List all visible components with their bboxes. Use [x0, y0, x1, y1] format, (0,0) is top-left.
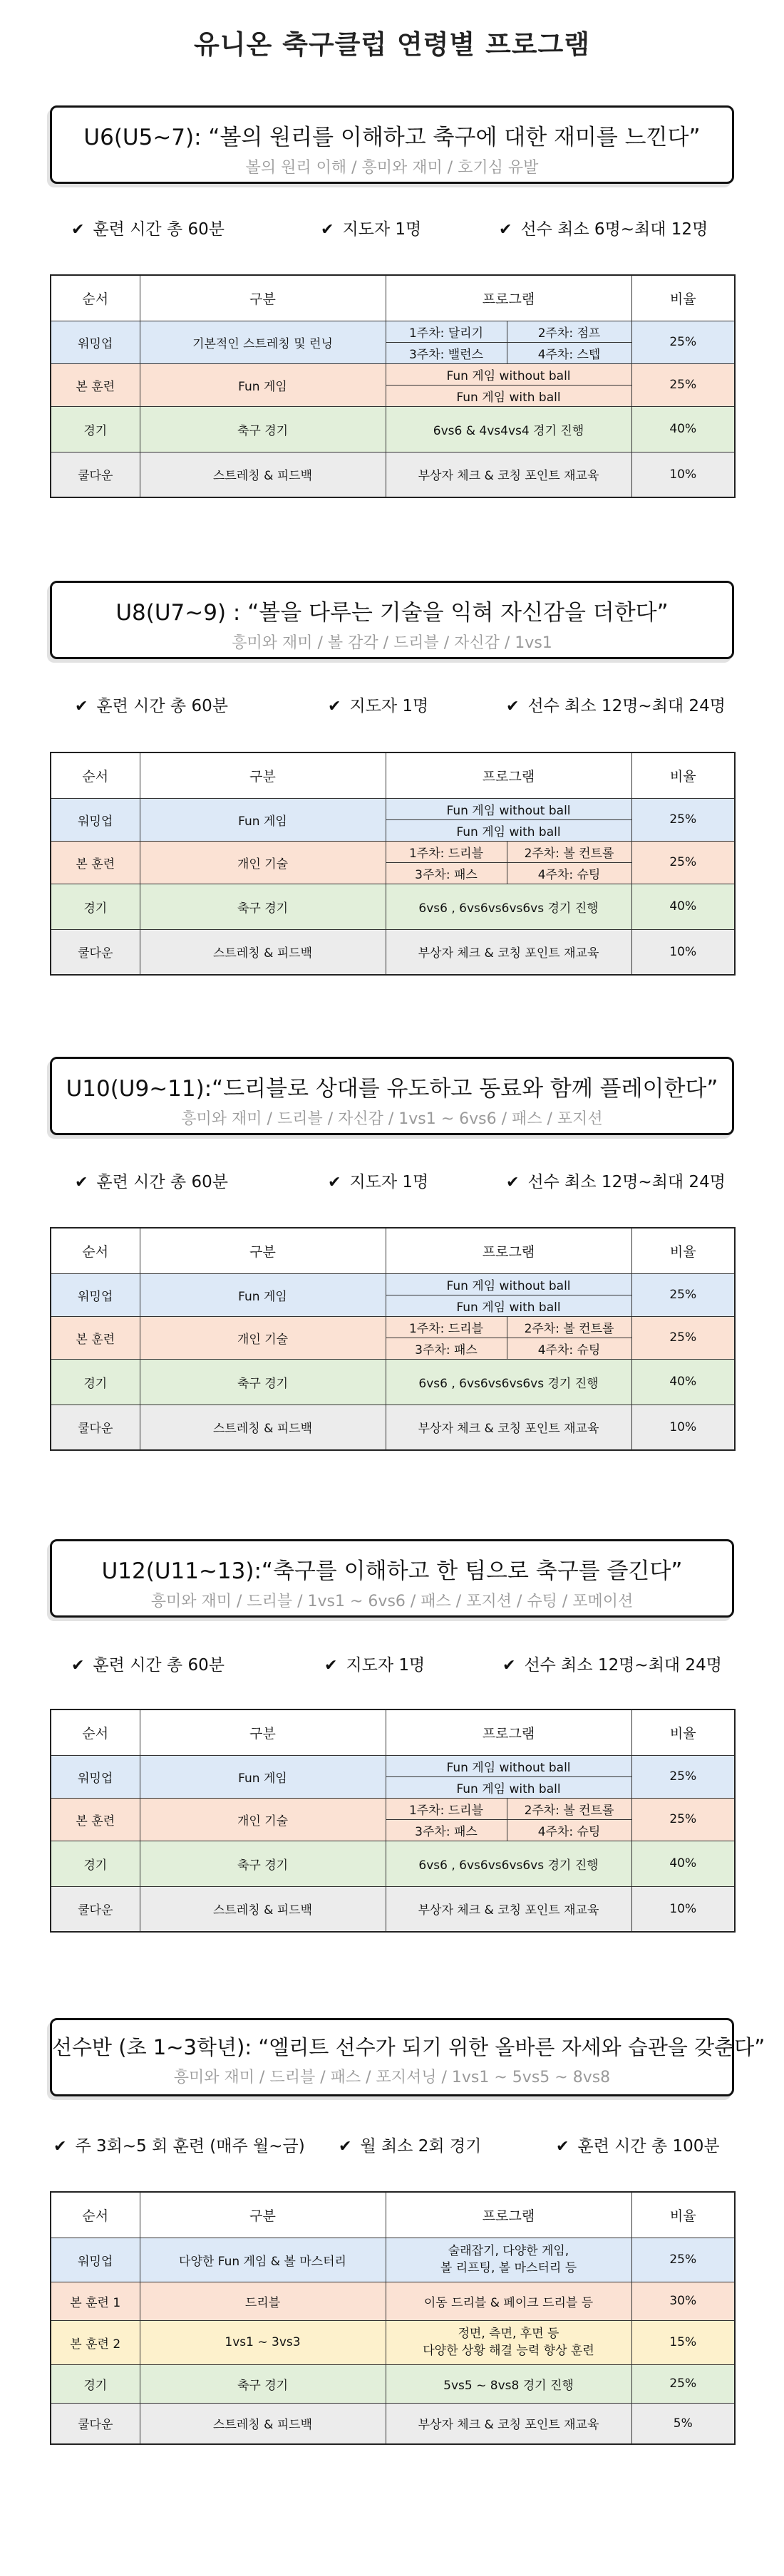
cell-order: 경기 [51, 884, 140, 929]
section-header [50, 1057, 734, 1135]
table-header-row [51, 1709, 735, 1755]
info-training-time: ✔ 훈련 시간 총 60분 [75, 1173, 228, 1191]
cell-ratio: 10% [631, 452, 735, 497]
cell-ratio: 40% [631, 1841, 735, 1886]
cell-category: 기본적인 스트레칭 및 런닝 [140, 321, 386, 363]
check-icon: ✔ [71, 1657, 85, 1675]
check-icon: ✔ [71, 221, 85, 239]
cell-category: Fun 게임 [140, 363, 386, 406]
cell-ratio: 25% [631, 363, 735, 406]
cell-program: 부상자 체크 & 코칭 포인트 재교육 [386, 929, 631, 975]
cell-ratio: 15% [631, 2320, 735, 2364]
cell-ratio: 25% [631, 1755, 735, 1798]
program-table [50, 752, 736, 976]
cell-program [386, 2238, 631, 2282]
table-row-warmup [51, 321, 735, 342]
cell-week-3: 3주차: 패스 [386, 862, 507, 884]
table-header-row [51, 1228, 735, 1273]
cell-week-3: 3주차: 패스 [386, 1819, 507, 1841]
info-training-frequency: ✔ 주 3회~5 회 훈련 (매주 월~금) [53, 2137, 305, 2156]
check-icon: ✔ [75, 1174, 88, 1191]
header-order: 순서 [51, 1228, 140, 1273]
cell-ratio: 40% [631, 884, 735, 929]
cell-week-1: 1주차: 달리기 [386, 321, 507, 342]
program-table [50, 2191, 736, 2445]
cell-week-4: 4주차: 슈팅 [507, 862, 631, 884]
cell-program-2: Fun 게임 with ball [386, 1295, 631, 1316]
cell-category: 개인 기술 [140, 1316, 386, 1359]
cell-program: 5vs5 ~ 8vs8 경기 진행 [386, 2364, 631, 2403]
table-row-warmup [51, 798, 735, 819]
cell-program-2: Fun 게임 with ball [386, 1776, 631, 1798]
cell-category: Fun 게임 [140, 1273, 386, 1316]
table-row-main-2 [51, 2320, 735, 2364]
section-subtitle: 흥미와 재미 / 드리블 / 1vs1 ~ 6vs6 / 패스 / 포지션 / 슈팅 / 포메이션 [150, 1593, 634, 1610]
section-header [50, 2018, 765, 2096]
cell-program-2: Fun 게임 with ball [386, 385, 631, 406]
table-row-cooldown [51, 1405, 735, 1450]
section-title: U8(U7~9) : “볼을 다루는 기술을 익혀 자신감을 더한다” [115, 600, 669, 626]
section-subtitle: 흥미와 재미 / 볼 감각 / 드리블 / 자신감 / 1vs1 [232, 634, 552, 652]
cell-week-1: 1주차: 드리블 [386, 841, 507, 862]
table-row-warmup [51, 1755, 735, 1776]
section-title: 선수반 (초 1~3학년): “엘리트 선수가 되기 위한 올바른 자세와 습관을 갖춘다” [52, 2035, 765, 2059]
header-ratio: 비율 [631, 275, 735, 321]
cell-week-3: 3주차: 밸런스 [386, 342, 507, 363]
cell-week-4: 4주차: 슈팅 [507, 1338, 631, 1359]
cell-week-4: 4주차: 스텝 [507, 342, 631, 363]
cell-program: 6vs6 & 4vs4vs4 경기 진행 [386, 406, 631, 452]
header-category: 구분 [140, 752, 386, 798]
header-category: 구분 [140, 1228, 386, 1273]
info-players: ✔ 선수 최소 12명~최대 24명 [506, 1173, 726, 1191]
header-ratio: 비율 [631, 752, 735, 798]
cell-ratio: 30% [631, 2282, 735, 2320]
section-header [50, 1539, 734, 1618]
cell-category: 1vs1 ~ 3vs3 [140, 2320, 386, 2364]
cell-program-2: Fun 게임 with ball [386, 819, 631, 841]
header-category: 구분 [140, 275, 386, 321]
check-icon: ✔ [75, 698, 88, 715]
info-coach: ✔ 지도자 1명 [328, 1173, 429, 1191]
check-icon: ✔ [339, 2138, 352, 2156]
cell-program: 부상자 체크 & 코칭 포인트 재교육 [386, 2403, 631, 2444]
check-icon: ✔ [556, 2138, 569, 2156]
info-players: ✔ 선수 최소 12명~최대 24명 [502, 1656, 722, 1675]
cell-program: 부상자 체크 & 코칭 포인트 재교육 [386, 1886, 631, 1932]
cell-order: 본 훈련 2 [51, 2320, 140, 2364]
check-icon: ✔ [321, 221, 334, 239]
cell-order: 경기 [51, 2364, 140, 2403]
cell-order: 워밍업 [51, 2238, 140, 2282]
check-icon: ✔ [506, 698, 520, 715]
cell-order: 쿨다운 [51, 929, 140, 975]
cell-ratio: 25% [631, 2364, 735, 2403]
header-program: 프로그램 [386, 1709, 631, 1755]
header-category: 구분 [140, 1709, 386, 1755]
cell-week-3: 3주차: 패스 [386, 1338, 507, 1359]
table-row-main [51, 363, 735, 385]
cell-order: 본 훈련 [51, 841, 140, 884]
section-title: U12(U11~13):“축구를 이해하고 한 팀으로 축구를 즐긴다” [101, 1558, 683, 1584]
info-players: ✔ 선수 최소 12명~최대 24명 [506, 697, 726, 715]
cell-order: 쿨다운 [51, 452, 140, 497]
header-order: 순서 [51, 1709, 140, 1755]
table-row-warmup [51, 1273, 735, 1295]
info-row [0, 1169, 784, 1190]
program-table [50, 1227, 736, 1451]
cell-week-2: 2주차: 볼 컨트롤 [507, 841, 631, 862]
info-row [0, 693, 784, 714]
info-players: ✔ 선수 최소 6명~최대 12명 [499, 220, 708, 239]
cell-ratio: 40% [631, 406, 735, 452]
table-row-main [51, 841, 735, 862]
cell-category: 드리블 [140, 2282, 386, 2320]
header-ratio: 비율 [631, 1228, 735, 1273]
cell-week-1: 1주차: 드리블 [386, 1798, 507, 1819]
info-matches: ✔ 월 최소 2회 경기 [339, 2137, 482, 2156]
cell-program: 부상자 체크 & 코칭 포인트 재교육 [386, 1405, 631, 1450]
section-header [50, 581, 734, 659]
header-order: 순서 [51, 752, 140, 798]
section-subtitle: 볼의 원리 이해 / 흥미와 재미 / 호기심 유발 [245, 159, 539, 177]
header-order: 순서 [51, 275, 140, 321]
cell-ratio: 25% [631, 1273, 735, 1316]
info-row [0, 2133, 784, 2154]
cell-program-line-2: 다양한 상황 해결 능력 향상 훈련 [423, 2344, 594, 2358]
cell-category: 스트레칭 & 피드백 [140, 1886, 386, 1932]
header-program: 프로그램 [386, 2192, 631, 2238]
cell-program: 6vs6 , 6vs6vs6vs6vs 경기 진행 [386, 1841, 631, 1886]
cell-program-1: Fun 게임 without ball [386, 1273, 631, 1295]
header-category: 구분 [140, 2192, 386, 2238]
table-row-game [51, 1359, 735, 1405]
cell-category: 스트레칭 & 피드백 [140, 929, 386, 975]
cell-order: 경기 [51, 1841, 140, 1886]
check-icon: ✔ [324, 1657, 338, 1675]
header-order: 순서 [51, 2192, 140, 2238]
info-training-time: ✔ 훈련 시간 총 60분 [71, 1656, 225, 1675]
table-row-game [51, 884, 735, 929]
table-row-cooldown [51, 2403, 735, 2444]
cell-category: 스트레칭 & 피드백 [140, 2403, 386, 2444]
cell-week-4: 4주차: 슈팅 [507, 1819, 631, 1841]
table-header-row [51, 2192, 735, 2238]
check-icon: ✔ [53, 2138, 67, 2156]
cell-category: 다양한 Fun 게임 & 볼 마스터리 [140, 2238, 386, 2282]
cell-order: 워밍업 [51, 798, 140, 841]
cell-program: 이동 드리블 & 페이크 드리블 등 [386, 2282, 631, 2320]
table-row-game [51, 406, 735, 452]
cell-week-2: 2주차: 볼 컨트롤 [507, 1316, 631, 1338]
info-row [0, 1652, 784, 1673]
cell-week-1: 1주차: 드리블 [386, 1316, 507, 1338]
cell-order: 워밍업 [51, 321, 140, 363]
info-training-time: ✔ 훈련 시간 총 60분 [75, 697, 228, 715]
header-ratio: 비율 [631, 1709, 735, 1755]
cell-category: 축구 경기 [140, 1841, 386, 1886]
page-title: 유니온 축구클럽 연령별 프로그램 [193, 29, 591, 60]
table-row-game [51, 1841, 735, 1886]
info-row [0, 216, 784, 237]
check-icon: ✔ [328, 1174, 341, 1191]
cell-program-1: Fun 게임 without ball [386, 1755, 631, 1776]
cell-order: 본 훈련 [51, 363, 140, 406]
cell-program-line-1: 술래잡기, 다양한 게임, [448, 2244, 569, 2258]
cell-category: Fun 게임 [140, 1755, 386, 1798]
check-icon: ✔ [502, 1657, 516, 1675]
header-program: 프로그램 [386, 1228, 631, 1273]
header-ratio: 비율 [631, 2192, 735, 2238]
check-icon: ✔ [506, 1174, 520, 1191]
cell-order: 본 훈련 [51, 1316, 140, 1359]
cell-ratio: 10% [631, 1886, 735, 1932]
cell-order: 쿨다운 [51, 1886, 140, 1932]
cell-order: 본 훈련 1 [51, 2282, 140, 2320]
cell-program-1: Fun 게임 without ball [386, 363, 631, 385]
cell-ratio: 10% [631, 929, 735, 975]
cell-week-2: 2주차: 볼 컨트롤 [507, 1798, 631, 1819]
cell-program: 6vs6 , 6vs6vs6vs6vs 경기 진행 [386, 884, 631, 929]
section-header [50, 105, 734, 184]
check-icon: ✔ [328, 698, 341, 715]
cell-category: 스트레칭 & 피드백 [140, 452, 386, 497]
header-program: 프로그램 [386, 752, 631, 798]
cell-category: 축구 경기 [140, 1359, 386, 1405]
table-row-main-1 [51, 2282, 735, 2320]
cell-program: 6vs6 , 6vs6vs6vs6vs 경기 진행 [386, 1359, 631, 1405]
cell-week-2: 2주차: 점프 [507, 321, 631, 342]
table-row-game [51, 2364, 735, 2403]
cell-ratio: 25% [631, 841, 735, 884]
cell-ratio: 25% [631, 798, 735, 841]
table-header-row [51, 275, 735, 321]
cell-order: 워밍업 [51, 1755, 140, 1798]
section-subtitle: 흥미와 재미 / 드리블 / 패스 / 포지셔닝 / 1vs1 ~ 5vs5 ~ 8vs8 [173, 2069, 611, 2086]
cell-ratio: 25% [631, 1798, 735, 1841]
cell-order: 본 훈련 [51, 1798, 140, 1841]
section-subtitle: 흥미와 재미 / 드리블 / 자신감 / 1vs1 ~ 6vs6 / 패스 / 포지션 [181, 1110, 603, 1128]
cell-order: 경기 [51, 406, 140, 452]
info-training-time: ✔ 훈련 시간 총 60분 [71, 220, 225, 239]
section-title: U6(U5~7): “볼의 원리를 이해하고 축구에 대한 재미를 느낀다” [83, 125, 701, 150]
section-title: U10(U9~11):“드리블로 상대를 유도하고 동료와 함께 플레이한다” [66, 1076, 718, 1102]
cell-category: 축구 경기 [140, 406, 386, 452]
cell-program-1: Fun 게임 without ball [386, 798, 631, 819]
cell-program: 부상자 체크 & 코칭 포인트 재교육 [386, 452, 631, 497]
cell-ratio: 5% [631, 2403, 735, 2444]
table-row-cooldown [51, 1886, 735, 1932]
cell-ratio: 25% [631, 321, 735, 363]
info-training-time: ✔ 훈련 시간 총 100분 [556, 2137, 720, 2156]
cell-category: 개인 기술 [140, 841, 386, 884]
info-coach: ✔ 지도자 1명 [321, 220, 422, 239]
info-coach: ✔ 지도자 1명 [324, 1656, 425, 1675]
cell-ratio: 25% [631, 2238, 735, 2282]
table-header-row [51, 752, 735, 798]
cell-ratio: 40% [631, 1359, 735, 1405]
cell-ratio: 25% [631, 1316, 735, 1359]
table-row-warmup [51, 2238, 735, 2282]
table-row-main [51, 1316, 735, 1338]
cell-ratio: 10% [631, 1405, 735, 1450]
cell-order: 쿨다운 [51, 1405, 140, 1450]
cell-program [386, 2320, 631, 2364]
table-row-cooldown [51, 452, 735, 497]
cell-order: 쿨다운 [51, 2403, 140, 2444]
cell-program-line-2: 볼 리프팅, 볼 마스터리 등 [440, 2261, 577, 2275]
cell-order: 경기 [51, 1359, 140, 1405]
program-table [50, 274, 736, 498]
cell-category: 스트레칭 & 피드백 [140, 1405, 386, 1450]
info-coach: ✔ 지도자 1명 [328, 697, 429, 715]
table-row-main [51, 1798, 735, 1819]
cell-category: 축구 경기 [140, 2364, 386, 2403]
cell-order: 워밍업 [51, 1273, 140, 1316]
header-program: 프로그램 [386, 275, 631, 321]
cell-category: 축구 경기 [140, 884, 386, 929]
cell-program-line-1: 정면, 측면, 후면 등 [458, 2327, 559, 2341]
cell-category: 개인 기술 [140, 1798, 386, 1841]
check-icon: ✔ [499, 221, 512, 239]
cell-category: Fun 게임 [140, 798, 386, 841]
table-row-cooldown [51, 929, 735, 975]
program-table [50, 1709, 736, 1933]
